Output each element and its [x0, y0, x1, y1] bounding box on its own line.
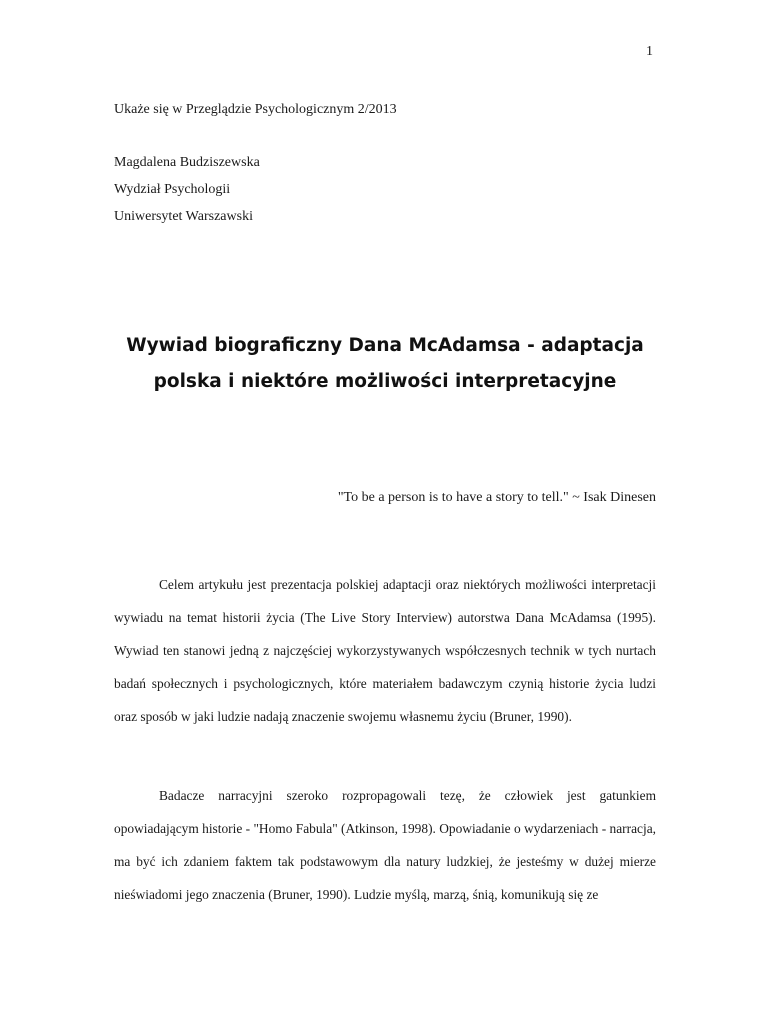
- body-paragraph-2: Badacze narracyjni szeroko rozpropagowali tezę, że człowiek jest gatunkiem opowiadającym historie - "Homo Fabula" (Atkinson, 1998). Opowiadanie o wydarzeniach - narracja, ma być ich zdaniem faktem tak podstawowym dla natury ludzkiej, że jesteśmy w dużej mierze nieświadomi jego znaczenia (Bruner, 1990). Ludzie myślą, marzą, śnią, komunikują się ze: [114, 788, 656, 902]
- body-paragraph-1: Celem artykułu jest prezentacja polskiej adaptacji oraz niektórych możliwości interpretacji wywiadu na temat historii życia (The Live Story Interview) autorstwa Dana McAdamsa (1995). Wywiad ten stanowi jedną z najczęściej wykorzystywanych współczesnych technik w tych nurtach badań społecznych i psychologicznych, które materiałem badawczym czynią historie życia ludzi oraz sposób w jaki ludzie nadają znaczenie swojemu własnemu życiu (Bruner, 1990).: [114, 577, 656, 724]
- university-name: Uniwersytet Warszawski: [114, 209, 253, 224]
- page-number: 1: [646, 44, 653, 59]
- epigraph-quote: "To be a person is to have a story to tell." ~ Isak Dinesen: [337, 490, 656, 505]
- author-name: Magdalena Budziszewska: [114, 155, 260, 170]
- article-title: Wywiad biograficzny Dana McAdamsa - adaptacja polska i niektóre możliwości interpretacyjne: [126, 335, 644, 392]
- publication-note: Ukaże się w Przeglądzie Psychologicznym 2/2013: [114, 102, 397, 117]
- faculty-name: Wydział Psychologii: [114, 182, 231, 197]
